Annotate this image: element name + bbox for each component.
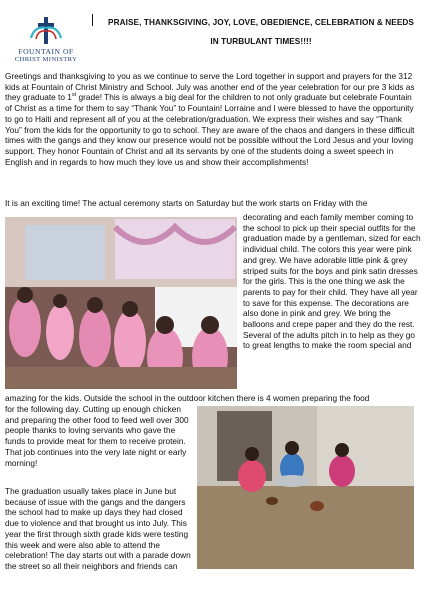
graduation-ceremony-image (5, 217, 237, 389)
intro-paragraph (5, 71, 419, 167)
ministry-logo (8, 16, 84, 64)
graduation-ceremony-photo (5, 217, 237, 389)
logo-text-line1: FOUNTAIN OF (18, 47, 74, 56)
ceremony-paragraph-right-column: decorating and each family member coming to the school to pick up their special outfits for the graduation made by a gentleman, sized for each individual child. The colors this year were pink and grey. We have adorable little pink & grey striped suits for the boys and pink satin dresses for the girls. This is the one thing we ask the parents to pay for their child. They have all year to save for this expense. The decorations are also done in pink and grey. We bring the balloons and crepe paper and they do the rest. Several of the adults pitch in to help as they go to great lengths to make the room special and (243, 212, 421, 351)
cross-fountain-icon (29, 16, 63, 46)
intro-text-part2: grade! This is always a big deal for the children to not only graduate but celebrate Fountain of Christ as a time for them to say “Thank You” to Fountain! Lorraine and I were blessed to have the opportunity to go to Haiti and represent all of you at the celebration/graduation. We express their wishes and say “Thank You” from the kids for the opportunity to go to school. They are aware of the chaos and dangers in these difficult times with the gangs and they know our presence would not be possible without the Lord Jesus and your loving support. They honor Fountain of Christ and all its servants by one of the students doing a sweet speech in English and in regards to how much they love us and show their accomplishments! (5, 92, 415, 167)
header-divider (92, 14, 93, 26)
outdoor-kitchen-image (197, 406, 414, 569)
ceremony-paragraph-full-line: amazing for the kids. Outside the school in the outdoor kitchen there is 4 women preparing the food (5, 393, 370, 403)
outdoor-kitchen-photo (197, 406, 414, 569)
logo-text-line2: CHRIST MINISTRY (14, 56, 78, 63)
ceremony-paragraph-left-column: for the following day. Cutting up enough chicken and preparing the other food to feed well over 300 people thanks to loving servants who gave the funds to provide meat for them to receive protein. That job continues into the very late night or early morning! (5, 404, 189, 468)
ordinal-suffix: st (71, 92, 77, 99)
intro-text-part1: Greetings and thanksgiving to you as we continue to serve the Lord together in support and prayers for the 312 kids at Fountain of Christ Ministry and School. July was another end of the year celebration for our pre 3 kids as they graduate to 1 (5, 71, 415, 103)
graduation-paragraph-left-column: The graduation usually takes place in June but because of issue with the gangs and the dangers the school had to make up days they had closed due to violence and that brought us into July. This year the first through sixth grade kids were testing this week and were also able to attend the celebration! The day starts out with a parade down the street so all their neighbors and friends can (5, 486, 191, 571)
ceremony-paragraph-first-line: It is an exciting time! The actual ceremony starts on Saturday but the work starts on Friday with the (5, 198, 368, 208)
page-headline: PRAISE, THANKSGIVING, JOY, LOVE, OBEDIENCE, CELEBRATION & NEEDS IN TURBULANT TIMES!!!! (108, 18, 414, 46)
